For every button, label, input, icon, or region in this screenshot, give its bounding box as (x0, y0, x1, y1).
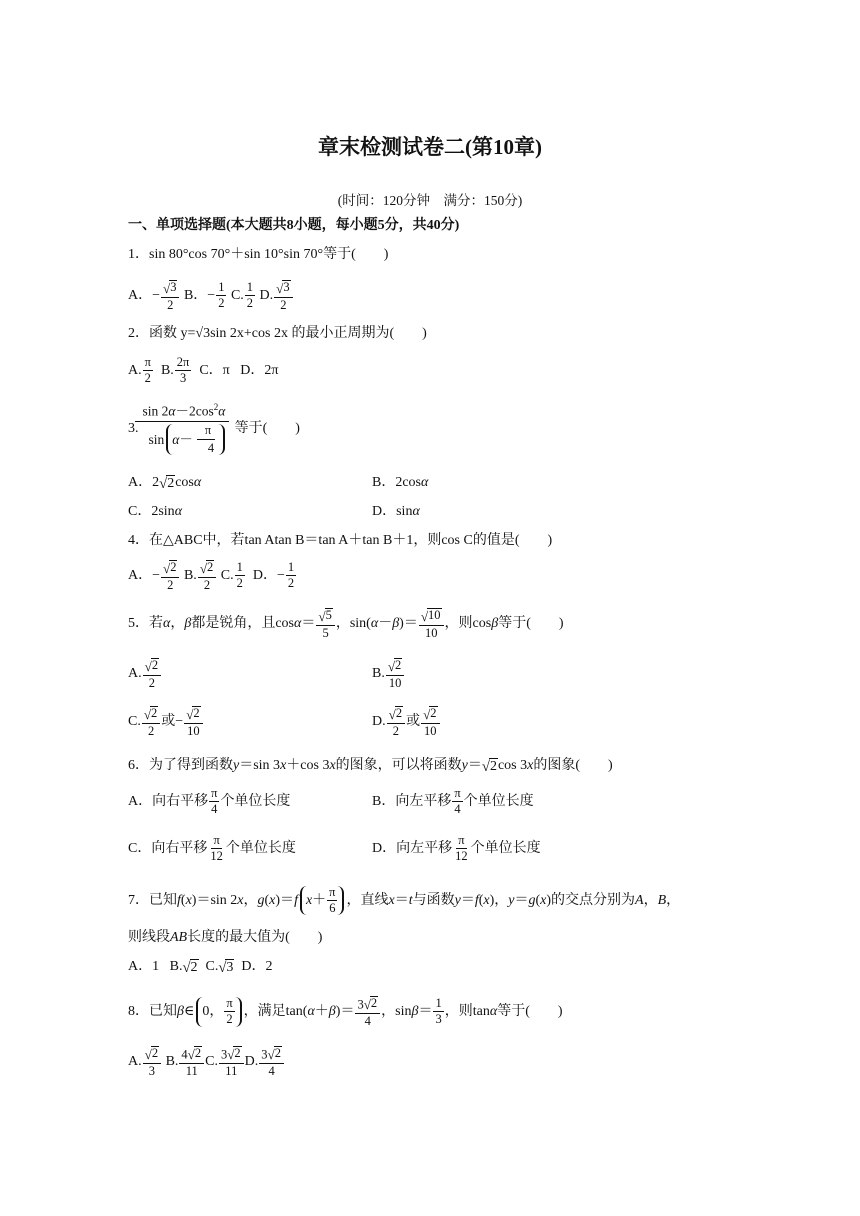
exam-time-score: (时间：120分钟 满分：150分) (337, 193, 523, 208)
question-2-stem: 2．函数 y=√3sin 2x+cos 2x 的最小正周期为( ) (128, 326, 427, 341)
page-title: 章末检测试卷二(第10章) (318, 135, 542, 159)
question-8-options: A. √ 2 3 B. 4 √ 2 11 C. 3 √ 2 11 D. 3 √ 2 4 (128, 1046, 285, 1078)
question-6-option-c: C．向右平移 $\frac{\pi}{12}$ 个单位长度 (128, 833, 296, 864)
question-1-options: A．− √ 3 2 B．− $\frac{1}{2}$ C. $\frac{1}{2}$ D. √ 3 2 (128, 280, 294, 312)
question-4-stem: 4．在△ABC中，若tan Atan B＝tan A＋tan B＋1，则cos C的值是( ) (128, 533, 553, 548)
question-6-option-d: D．向左平移 $\frac{\pi}{12}$ 个单位长度 (372, 833, 541, 864)
question-3-stem: 3. $\sin 2\alpha-2\cos^2\alpha$ sin α － $\frac{\pi}{4}$ 等于( ) (128, 402, 300, 456)
question-8-stem: 8．已知 β ∈ 0， $\frac{\pi}{2}$ ，满足tan( α ＋ β )＝ 3 √ 2 4 ，sin β ＝ $\frac{1}{3}$ ，则tan α 等于( ) (128, 996, 563, 1028)
question-5-option-c: C. √ 2 2 或− √ 2 10 (128, 706, 204, 738)
question-4-options: A．− √ 2 2 B. √ 2 2 C. $\frac{1}{2}$ D．− $\frac{1}{2}$ (128, 560, 295, 592)
question-3-option-c: C．2sin α (128, 504, 183, 519)
question-1-stem: 1．sin 80°cos 70°＋sin 10°sin 70°等于( ) (128, 247, 389, 262)
question-2-options: A. $\frac{\pi}{2}$ B. $\frac{2\pi}{3}$ C．π D．2π (128, 355, 279, 386)
question-7-stem-cont: 则线段 AB 长度的最大值为( ) (128, 930, 323, 945)
question-5-option-d: D. √ 2 2 或 √ 2 10 (372, 706, 441, 738)
question-6-stem: 6．为了得到函数 y ＝sin 3 x ＋cos 3 x 的图象，可以将函数 y ＝ √ 2 cos 3 x 的图象( ) (128, 758, 613, 775)
question-7-options: A．1 B. √ 2 C. √ 3 D．2 (128, 959, 273, 976)
question-3-option-b: B．2cos α (372, 475, 429, 490)
question-3-option-a: A．2 √ 2 cos α (128, 475, 202, 492)
question-5-option-a: A. √ 2 2 (128, 658, 162, 690)
question-7-stem: 7．已知 f ( x )＝sin 2 x ， g ( x )＝ f x ＋ $\frac{\pi}{6}$ ，直线 x ＝ t 与函数 y ＝ f ( x )， y ＝ g ( x )的交点分别为 A ， B ， (128, 885, 681, 916)
question-3-option-d: D．sin α (372, 504, 420, 519)
question-6-option-a: A．向右平移 $\frac{\pi}{4}$ 个单位长度 (128, 786, 291, 817)
section-heading: 一、单项选择题(本大题共8小题，每小题5分，共40分) (128, 218, 460, 233)
question-5-option-b: B. √ 2 10 (372, 658, 405, 690)
question-6-option-b: B．向左平移 $\frac{\pi}{4}$ 个单位长度 (372, 786, 534, 817)
question-5-stem: 5．若 α ， β 都是锐角，且cos α ＝ √ 5 5 ，sin( α － β )＝ √ 10 10 ，则cos β 等于( ) (128, 608, 564, 640)
